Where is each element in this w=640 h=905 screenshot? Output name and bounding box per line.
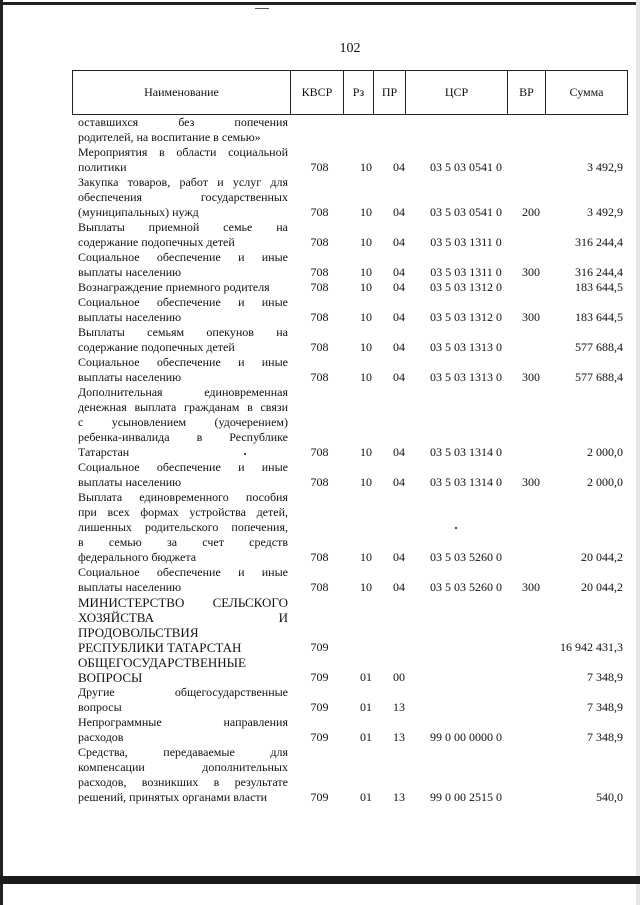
- row-kvsr: 709: [310, 670, 329, 684]
- header-name: Наименование: [73, 71, 291, 115]
- row-csr: 03 5 03 1313 0: [430, 370, 502, 384]
- row-vr: 300: [522, 310, 540, 324]
- row-kvsr: 709: [310, 790, 329, 804]
- row-rz: 01: [360, 730, 372, 744]
- table-row: [78, 280, 628, 295]
- row-sum: 3 492,9: [587, 160, 623, 174]
- row-name: [78, 145, 288, 175]
- row-name: [78, 565, 288, 595]
- row-name-line: вопросы: [78, 700, 122, 714]
- row-sum: 316 244,4: [575, 265, 623, 279]
- row-sum: 20 044,2: [581, 580, 623, 594]
- row-name-line: оставшихся без попечения: [78, 115, 288, 129]
- row-rz: 10: [360, 370, 372, 384]
- row-rz: 01: [360, 790, 372, 804]
- row-name-line: ХОЗЯЙСТВА И: [78, 610, 288, 625]
- row-name-line: политики: [78, 160, 127, 174]
- row-rz: 10: [360, 445, 372, 459]
- row-vr: 300: [522, 475, 540, 489]
- row-name-line: Выплата единовременного пособия: [78, 490, 288, 504]
- row-rz: 01: [360, 700, 372, 714]
- row-name: [78, 250, 288, 280]
- row-kvsr: 708: [310, 160, 329, 174]
- row-name-line: выплаты населению: [78, 370, 182, 384]
- table-row: [78, 565, 628, 595]
- row-name-line: с усыновлением (удочерением): [78, 415, 288, 429]
- row-name-line: Социальное обеспечение и иные: [78, 460, 288, 474]
- scan-speck: [455, 527, 457, 529]
- table-row: [78, 220, 628, 250]
- row-pr: 00: [393, 670, 405, 684]
- row-csr: 03 5 03 1311 0: [430, 265, 502, 279]
- row-sum: 3 492,9: [587, 205, 623, 219]
- table-row: [78, 250, 628, 280]
- row-kvsr: 708: [310, 205, 329, 219]
- row-name-line: РЕСПУБЛИКИ ТАТАРСТАН: [78, 640, 242, 655]
- row-name-line: ребенка-инвалида в Республике: [78, 430, 288, 444]
- table-row: [78, 355, 628, 385]
- row-pr: 04: [393, 580, 405, 594]
- header-rz: Рз: [344, 71, 374, 115]
- row-csr: 99 0 00 0000 0: [430, 730, 502, 744]
- row-name: [78, 115, 288, 145]
- row-name-line: Закупка товаров, работ и услуг для: [78, 175, 288, 189]
- row-name-line: Дополнительная единовременная: [78, 385, 288, 399]
- table-row: [78, 745, 628, 805]
- table-row: [78, 295, 628, 325]
- table-row: [78, 460, 628, 490]
- row-sum: 7 348,9: [587, 670, 623, 684]
- row-pr: 04: [393, 475, 405, 489]
- row-kvsr: 709: [310, 730, 329, 744]
- row-name-line: лишенных родительского попечения,: [78, 520, 288, 534]
- row-sum: 7 348,9: [587, 730, 623, 744]
- row-name-line: Социальное обеспечение и иные: [78, 295, 288, 309]
- row-rz: 10: [360, 160, 372, 174]
- row-rz: 10: [360, 580, 372, 594]
- row-rz: 10: [360, 235, 372, 249]
- row-name-line: содержание подопечных детей: [78, 235, 235, 249]
- table-row: [78, 145, 628, 175]
- row-name: [78, 175, 288, 220]
- row-sum: 183 644,5: [575, 280, 623, 294]
- row-kvsr: 708: [310, 310, 329, 324]
- row-name-line: Выплаты семьям опекунов на: [78, 325, 288, 339]
- row-kvsr: 708: [310, 265, 329, 279]
- row-kvsr: 709: [310, 700, 329, 714]
- table-header: [72, 70, 628, 115]
- row-name-line: ОБЩЕГОСУДАРСТВЕННЫЕ: [78, 655, 246, 670]
- row-rz: 10: [360, 550, 372, 564]
- row-kvsr: 708: [310, 550, 329, 564]
- row-rz: 10: [360, 475, 372, 489]
- row-name-line: компенсации дополнительных: [78, 760, 288, 774]
- row-name: [78, 715, 288, 745]
- row-pr: 04: [393, 160, 405, 174]
- row-name-line: денежная выплата гражданам в связи: [78, 400, 288, 414]
- row-rz: 10: [360, 340, 372, 354]
- row-csr: 03 5 03 5260 0: [430, 580, 502, 594]
- row-sum: 577 688,4: [575, 340, 623, 354]
- row-csr: 03 5 03 1311 0: [430, 235, 502, 249]
- row-kvsr: 708: [310, 580, 329, 594]
- budget-table-body: [78, 115, 628, 805]
- row-csr: 03 5 03 0541 0: [430, 205, 502, 219]
- row-name: [78, 220, 288, 250]
- row-name-line: содержание подопечных детей: [78, 340, 235, 354]
- row-name-line: в семью за счет средств: [78, 535, 288, 549]
- row-name-line: МИНИСТЕРСТВО СЕЛЬСКОГО: [78, 595, 288, 610]
- row-sum: 20 044,2: [581, 550, 623, 564]
- table-row: [78, 655, 628, 685]
- scan-left-border: [0, 0, 3, 905]
- row-kvsr: 709: [310, 640, 329, 654]
- row-vr: 200: [522, 205, 540, 219]
- row-name: [78, 280, 288, 295]
- table-row: [78, 115, 628, 145]
- row-name-line: Мероприятия в области социальной: [78, 145, 288, 159]
- row-pr: 04: [393, 205, 405, 219]
- row-rz: 10: [360, 265, 372, 279]
- row-pr: 04: [393, 445, 405, 459]
- row-name-line: Социальное обеспечение и иные: [78, 355, 288, 369]
- row-csr: 03 5 03 1314 0: [430, 475, 502, 489]
- row-name: [78, 490, 288, 565]
- row-name-line: Татарстан: [78, 445, 130, 459]
- row-name-line: Средства, передаваемые для: [78, 745, 288, 759]
- table-row: [78, 685, 628, 715]
- row-pr: 04: [393, 340, 405, 354]
- row-csr: 03 5 03 1312 0: [430, 310, 502, 324]
- row-sum: 540,0: [596, 790, 623, 804]
- row-rz: 10: [360, 310, 372, 324]
- row-name: [78, 655, 288, 685]
- row-name-line: расходов: [78, 730, 124, 744]
- row-name: [78, 355, 288, 385]
- row-csr: 03 5 03 1312 0: [430, 280, 502, 294]
- row-kvsr: 708: [310, 235, 329, 249]
- row-csr: 03 5 03 1314 0: [430, 445, 502, 459]
- row-name: [78, 595, 288, 655]
- scan-bottom-border: [0, 876, 640, 884]
- row-pr: 04: [393, 280, 405, 294]
- row-pr: 04: [393, 235, 405, 249]
- scan-right-edge: [636, 0, 640, 905]
- row-name-line: выплаты населению: [78, 265, 182, 279]
- row-name-line: выплаты населению: [78, 475, 182, 489]
- row-rz: 10: [360, 280, 372, 294]
- table-row: [78, 325, 628, 355]
- header-csr: ЦСР: [406, 71, 508, 115]
- row-sum: 16 942 431,3: [560, 640, 623, 654]
- row-name: [78, 460, 288, 490]
- scan-speck: [244, 453, 246, 455]
- row-name-line: Социальное обеспечение и иные: [78, 565, 288, 579]
- row-pr: 04: [393, 310, 405, 324]
- row-sum: 577 688,4: [575, 370, 623, 384]
- header-pr: ПР: [374, 71, 406, 115]
- row-name: [78, 385, 288, 460]
- row-name-line: расходов, возникших в результате: [78, 775, 288, 789]
- row-name-line: Вознаграждение приемного родителя: [78, 280, 270, 294]
- row-rz: 01: [360, 670, 372, 684]
- row-pr: 04: [393, 265, 405, 279]
- row-name-line: Социальное обеспечение и иные: [78, 250, 288, 264]
- row-csr: 03 5 03 1313 0: [430, 340, 502, 354]
- row-name-line: Другие общегосударственные: [78, 685, 288, 699]
- page-number: 102: [339, 41, 361, 56]
- row-sum: 316 244,4: [575, 235, 623, 249]
- table-row: [78, 385, 628, 460]
- row-kvsr: 708: [310, 445, 329, 459]
- row-name-line: (муниципальных) нужд: [78, 205, 199, 219]
- scan-top-border: [0, 2, 640, 5]
- row-name: [78, 295, 288, 325]
- row-kvsr: 708: [310, 475, 329, 489]
- table-row: [78, 595, 628, 655]
- row-sum: 7 348,9: [587, 700, 623, 714]
- table-row: [78, 490, 628, 565]
- row-name: [78, 685, 288, 715]
- row-name: [78, 325, 288, 355]
- row-name-line: решений, принятых органами власти: [78, 790, 268, 804]
- row-vr: 300: [522, 580, 540, 594]
- row-csr: 03 5 03 0541 0: [430, 160, 502, 174]
- row-name-line: при всех формах устройства детей,: [78, 505, 288, 519]
- table-row: [78, 175, 628, 220]
- row-name-line: выплаты населению: [78, 580, 182, 594]
- row-pr: 04: [393, 550, 405, 564]
- row-rz: 10: [360, 205, 372, 219]
- scan-mark: [255, 8, 269, 9]
- row-name-line: родителей, на воспитание в семью»: [78, 130, 261, 144]
- row-pr: 13: [393, 790, 405, 804]
- row-pr: 13: [393, 700, 405, 714]
- row-kvsr: 708: [310, 340, 329, 354]
- row-sum: 183 644,5: [575, 310, 623, 324]
- row-name-line: Выплаты приемной семье на: [78, 220, 288, 234]
- header-vr: ВР: [508, 71, 546, 115]
- row-sum: 2 000,0: [587, 475, 623, 489]
- row-pr: 04: [393, 370, 405, 384]
- row-name: [78, 745, 288, 805]
- table-row: [78, 715, 628, 745]
- row-name-line: ПРОДОВОЛЬСТВИЯ: [78, 625, 199, 640]
- row-name-line: Непрограммные направления: [78, 715, 288, 729]
- row-name-line: обеспечения государственных: [78, 190, 288, 204]
- header-kvsr: КВСР: [291, 71, 344, 115]
- row-vr: 300: [522, 265, 540, 279]
- row-pr: 13: [393, 730, 405, 744]
- row-vr: 300: [522, 370, 540, 384]
- row-kvsr: 708: [310, 280, 329, 294]
- row-csr: 99 0 00 2515 0: [430, 790, 502, 804]
- row-csr: 03 5 03 5260 0: [430, 550, 502, 564]
- row-name-line: федерального бюджета: [78, 550, 197, 564]
- header-sum: Сумма: [546, 71, 628, 115]
- row-name-line: ВОПРОСЫ: [78, 670, 143, 685]
- row-kvsr: 708: [310, 370, 329, 384]
- row-sum: 2 000,0: [587, 445, 623, 459]
- row-name-line: выплаты населению: [78, 310, 182, 324]
